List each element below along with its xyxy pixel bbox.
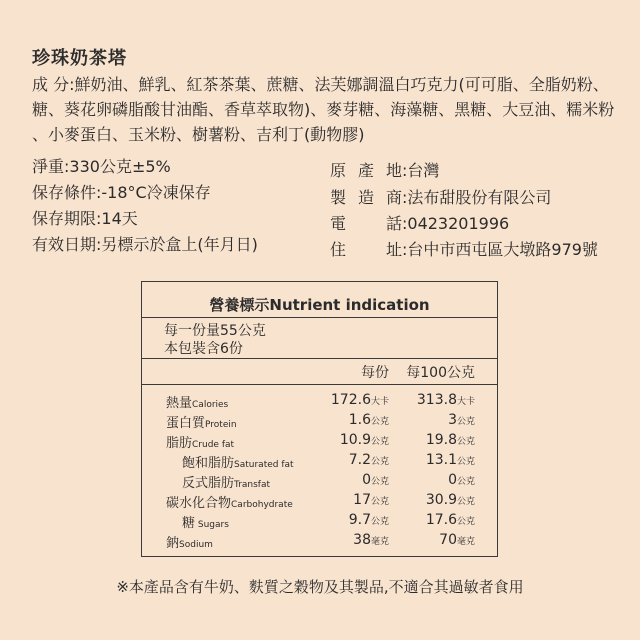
per-100g-value bbox=[426, 452, 475, 468]
per-serving-value-unit: 公克 bbox=[370, 517, 389, 527]
per-serving-value-unit: 毫克 bbox=[370, 537, 389, 547]
nutrient-row bbox=[142, 472, 497, 492]
nutrient-name-en: Crude fat bbox=[192, 440, 235, 450]
manufacturer bbox=[330, 187, 551, 209]
ingredients bbox=[32, 72, 622, 147]
shelf-life-label: 保存期限 bbox=[32, 209, 97, 228]
per-serving-value bbox=[353, 532, 389, 548]
nutrient-name-en: Saturated fat bbox=[234, 460, 294, 470]
storage-condition bbox=[32, 182, 211, 204]
per-100g-value-unit: 公克 bbox=[456, 477, 475, 487]
nutrient-name-en: Sugars bbox=[195, 520, 229, 530]
nutrient-name bbox=[166, 532, 213, 551]
nutrient-name-en: Carbohydrate bbox=[231, 500, 293, 510]
net-weight-label: 淨重 bbox=[32, 157, 65, 176]
per-serving-header: 每份 bbox=[361, 365, 389, 381]
expiry-date-value: :另標示於盒上(年月日) bbox=[96, 235, 258, 254]
net-weight-value: :330公克±5% bbox=[64, 157, 171, 176]
nutrient-name-en: Calories bbox=[192, 400, 229, 410]
per-serving-value bbox=[349, 512, 389, 528]
per-serving-value-number: 17 bbox=[353, 492, 371, 508]
per-serving-value-unit: 公克 bbox=[370, 457, 389, 467]
nutrient-row bbox=[142, 532, 497, 552]
per-100g-value bbox=[439, 532, 475, 548]
ingredients-line: 成 分:鮮奶油、鮮乳、紅茶茶葉、蔗糖、法芙娜調溫白巧克力(可可脂、全脂奶粉、 bbox=[32, 75, 609, 94]
per-serving-value-number: 1.6 bbox=[348, 412, 371, 428]
origin-value: :台灣 bbox=[402, 161, 440, 180]
per-100g-value-number: 70 bbox=[439, 532, 457, 548]
per-serving-value-unit: 公克 bbox=[370, 477, 389, 487]
nutrient-name bbox=[166, 412, 237, 431]
per-100g-value bbox=[448, 412, 475, 428]
allergen-note: ※本產品含有牛奶、麩質之穀物及其製品,不適合其過敏者食用 bbox=[116, 578, 524, 596]
per-serving-value-number: 7.2 bbox=[348, 452, 371, 468]
per-serving-value-number: 172.6 bbox=[330, 392, 371, 408]
nutrient-name bbox=[182, 452, 294, 471]
per-100g-value-number: 17.6 bbox=[425, 512, 457, 528]
nutrient-name bbox=[182, 512, 229, 531]
nutrient-row bbox=[142, 452, 497, 472]
nutrient-name bbox=[166, 432, 234, 451]
per-serving-value-unit: 公克 bbox=[370, 417, 389, 427]
nutrient-name-zh: 蛋白質 bbox=[166, 416, 206, 431]
per-serving-value bbox=[331, 392, 389, 408]
ingredients-line: 糖、葵花卵磷脂酸甘油酯、香草萃取物)、麥芽糖、海藻糖、黑糖、大豆油、糯米粉 bbox=[32, 100, 615, 119]
nutrient-name-zh: 脂肪 bbox=[166, 436, 193, 451]
per-serving-value bbox=[353, 492, 389, 508]
nutrient-name bbox=[166, 492, 293, 511]
serving-size: 每一份量55公克 bbox=[164, 323, 266, 339]
net-weight bbox=[32, 156, 171, 178]
nutrient-name-zh: 糖 bbox=[182, 516, 196, 531]
per-serving-value-number: 38 bbox=[353, 532, 371, 548]
origin bbox=[330, 160, 439, 182]
phone bbox=[330, 213, 509, 235]
per-100g-value bbox=[426, 432, 475, 448]
nutrient-name-zh: 飽和脂肪 bbox=[182, 456, 235, 471]
per-serving-value-number: 0 bbox=[362, 472, 371, 488]
divider bbox=[142, 384, 497, 385]
expiry-date bbox=[32, 234, 258, 256]
per-100g-value-unit: 公克 bbox=[456, 517, 475, 527]
per-100g-value bbox=[448, 472, 475, 488]
manufacturer-label: 製造商 bbox=[330, 188, 402, 207]
divider bbox=[142, 358, 497, 359]
per-serving-value bbox=[349, 412, 389, 428]
per-100g-value-unit: 公克 bbox=[456, 417, 475, 427]
nutrient-name-zh: 反式脂肪 bbox=[182, 476, 235, 491]
nutrition-title: 營養標示Nutrient indication bbox=[209, 296, 430, 314]
address-label: 住址 bbox=[330, 240, 402, 259]
divider bbox=[142, 317, 497, 318]
nutrient-row bbox=[142, 412, 497, 432]
phone-value: :0423201996 bbox=[402, 214, 510, 233]
storage-condition-value: :-18°C冷凍保存 bbox=[96, 183, 211, 202]
per-serving-value-number: 10.9 bbox=[339, 432, 371, 448]
nutrient-row bbox=[142, 512, 497, 532]
per-serving-value bbox=[362, 472, 389, 488]
per-100g-value-unit: 公克 bbox=[456, 437, 475, 447]
per-100g-header: 每100公克 bbox=[406, 365, 475, 381]
per-100g-value bbox=[417, 392, 475, 408]
origin-label: 原產地 bbox=[330, 161, 402, 180]
nutrient-row bbox=[142, 492, 497, 512]
per-100g-value-unit: 公克 bbox=[456, 457, 475, 467]
per-100g-value-number: 313.8 bbox=[416, 392, 457, 408]
per-100g-value-number: 0 bbox=[448, 472, 457, 488]
nutrient-row bbox=[142, 432, 497, 452]
expiry-date-label: 有效日期 bbox=[32, 235, 97, 254]
per-100g-value-number: 13.1 bbox=[425, 452, 457, 468]
per-100g-value-unit: 毫克 bbox=[456, 537, 475, 547]
nutrition-panel bbox=[141, 281, 498, 557]
nutrient-name-en: Transfat bbox=[234, 480, 271, 490]
storage-condition-label: 保存條件 bbox=[32, 183, 97, 202]
per-serving-value-number: 9.7 bbox=[348, 512, 371, 528]
per-100g-value-unit: 大卡 bbox=[456, 397, 475, 407]
phone-label: 電話 bbox=[330, 214, 402, 233]
per-serving-value bbox=[349, 452, 389, 468]
per-100g-value bbox=[426, 492, 475, 508]
per-100g-value-unit: 公克 bbox=[456, 497, 475, 507]
nutrient-name-zh: 熱量 bbox=[166, 396, 193, 411]
product-title: 珍珠奶茶塔 bbox=[32, 48, 127, 69]
nutrient-name bbox=[166, 392, 228, 411]
address-value: :台中市西屯區大墩路979號 bbox=[402, 240, 598, 259]
nutrient-name-en: Protein bbox=[205, 420, 237, 430]
servings-per-package: 本包裝含6份 bbox=[164, 341, 243, 357]
per-100g-value bbox=[426, 512, 475, 528]
per-serving-value bbox=[340, 432, 389, 448]
ingredients-line: 、小麥蛋白、玉米粉、樹薯粉、吉利丁(動物膠) bbox=[32, 125, 365, 144]
nutrient-name bbox=[182, 472, 270, 491]
per-100g-value-number: 19.8 bbox=[425, 432, 457, 448]
per-serving-value-unit: 大卡 bbox=[370, 397, 389, 407]
shelf-life-value: :14天 bbox=[96, 209, 138, 228]
address bbox=[330, 239, 598, 261]
manufacturer-value: :法布甜股份有限公司 bbox=[402, 188, 552, 207]
per-100g-value-number: 3 bbox=[448, 412, 457, 428]
nutrient-row bbox=[142, 392, 497, 412]
per-serving-value-unit: 公克 bbox=[370, 497, 389, 507]
shelf-life bbox=[32, 208, 138, 230]
nutrient-name-en: Sodium bbox=[179, 540, 213, 550]
nutrient-name-zh: 鈉 bbox=[166, 536, 180, 551]
nutrient-name-zh: 碳水化合物 bbox=[166, 496, 232, 511]
per-serving-value-unit: 公克 bbox=[370, 437, 389, 447]
per-100g-value-number: 30.9 bbox=[425, 492, 457, 508]
